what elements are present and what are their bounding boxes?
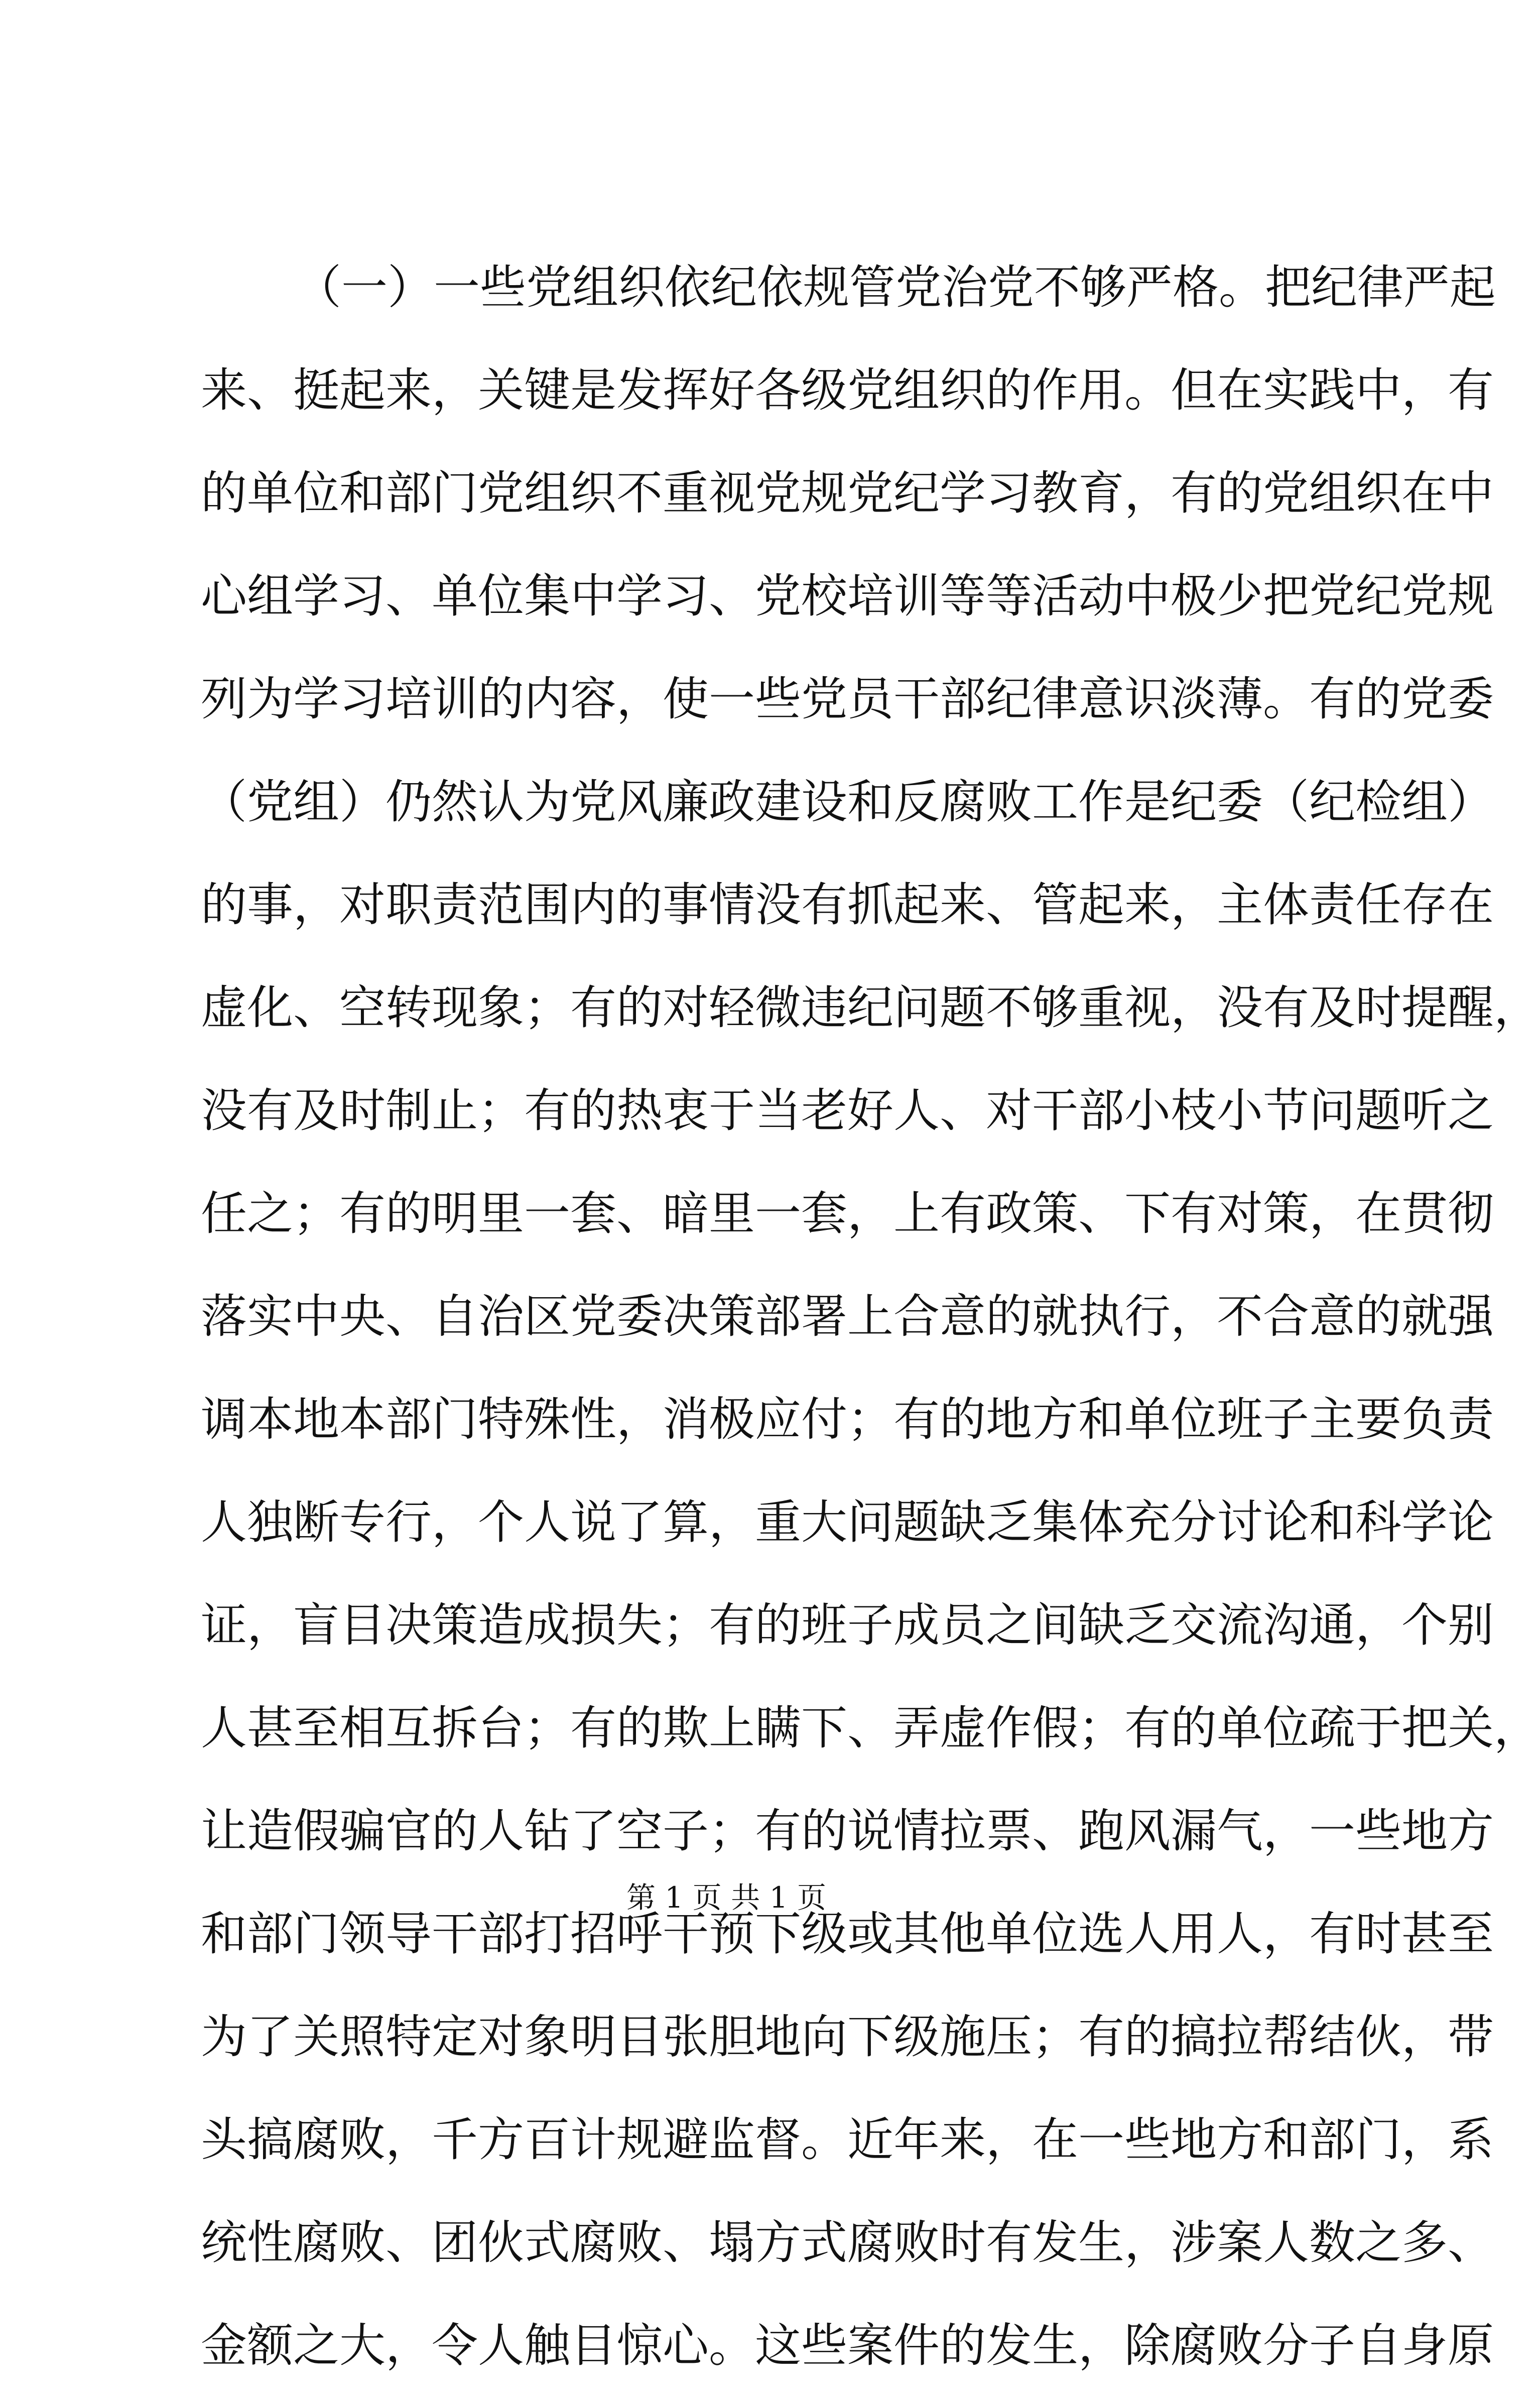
text-line: 的单位和部门党组织不重视党规党纪学习教育，有的党组织在中 — [201, 466, 1494, 520]
text-line: 为了关照特定对象明目张胆地向下级施压；有的搞拉帮结伙，带 — [201, 2010, 1494, 2064]
text-line: 落实中央、自治区党委决策部署上合意的就执行，不合意的就强 — [201, 1290, 1494, 1343]
text-line: 虚化、空转现象；有的对轻微违纪问题不够重视，没有及时提醒， — [201, 981, 1540, 1035]
text-line: 金额之大，令人触目惊心。这些案件的发生，除腐败分子自身原 — [201, 2319, 1494, 2372]
text-line: 调本地本部门特殊性，消极应付；有的地方和单位班子主要负责 — [201, 1393, 1494, 1446]
text-line: 让造假骗官的人钻了空子；有的说情拉票、跑风漏气，一些地方 — [201, 1804, 1494, 1858]
text-line: 心组学习、单位集中学习、党校培训等等活动中极少把党纪党规 — [201, 569, 1494, 623]
text-line: 头搞腐败，千方百计规避监督。近年来，在一些地方和部门，系 — [201, 2113, 1494, 2167]
page-footer — [0, 1877, 1453, 1918]
text-line: 没有及时制止；有的热衷于当老好人、对干部小枝小节问题听之 — [201, 1084, 1494, 1138]
text-line: 证，盲目决策造成损失；有的班子成员之间缺乏交流沟通，个别 — [201, 1598, 1494, 1652]
text-line: 统性腐败、团伙式腐败、塌方式腐败时有发生，涉案人数之多、 — [201, 2216, 1494, 2269]
text-line: 来、挺起来，关键是发挥好各级党组织的作用。但在实践中，有 — [201, 363, 1494, 417]
text-line: 人甚至相互拆台；有的欺上瞒下、弄虚作假；有的单位疏于把关， — [201, 1701, 1540, 1755]
text-line: 的事，对职责范围内的事情没有抓起来、管起来，主体责任存在 — [201, 878, 1494, 932]
page-number-label: 第 1 页 共 1 页 — [626, 1880, 826, 1915]
text-line: 和部门领导干部打招呼干预下级或其他单位选人用人，有时甚至 — [201, 1907, 1494, 1961]
text-line: 人独断专行，个人说了算，重大问题缺乏集体充分讨论和科学论 — [201, 1495, 1494, 1549]
text-line: （一）一些党组织依纪依规管党治党不够严格。把纪律严起 — [295, 261, 1496, 314]
text-line: 任之；有的明里一套、暗里一套，上有政策、下有对策，在贯彻 — [201, 1187, 1494, 1240]
text-line: （党组）仍然认为党风廉政建设和反腐败工作是纪委（纪检组） — [201, 775, 1494, 829]
text-line: 列为学习培训的内容，使一些党员干部纪律意识淡薄。有的党委 — [201, 672, 1494, 726]
body-paragraph — [201, 236, 1540, 2397]
